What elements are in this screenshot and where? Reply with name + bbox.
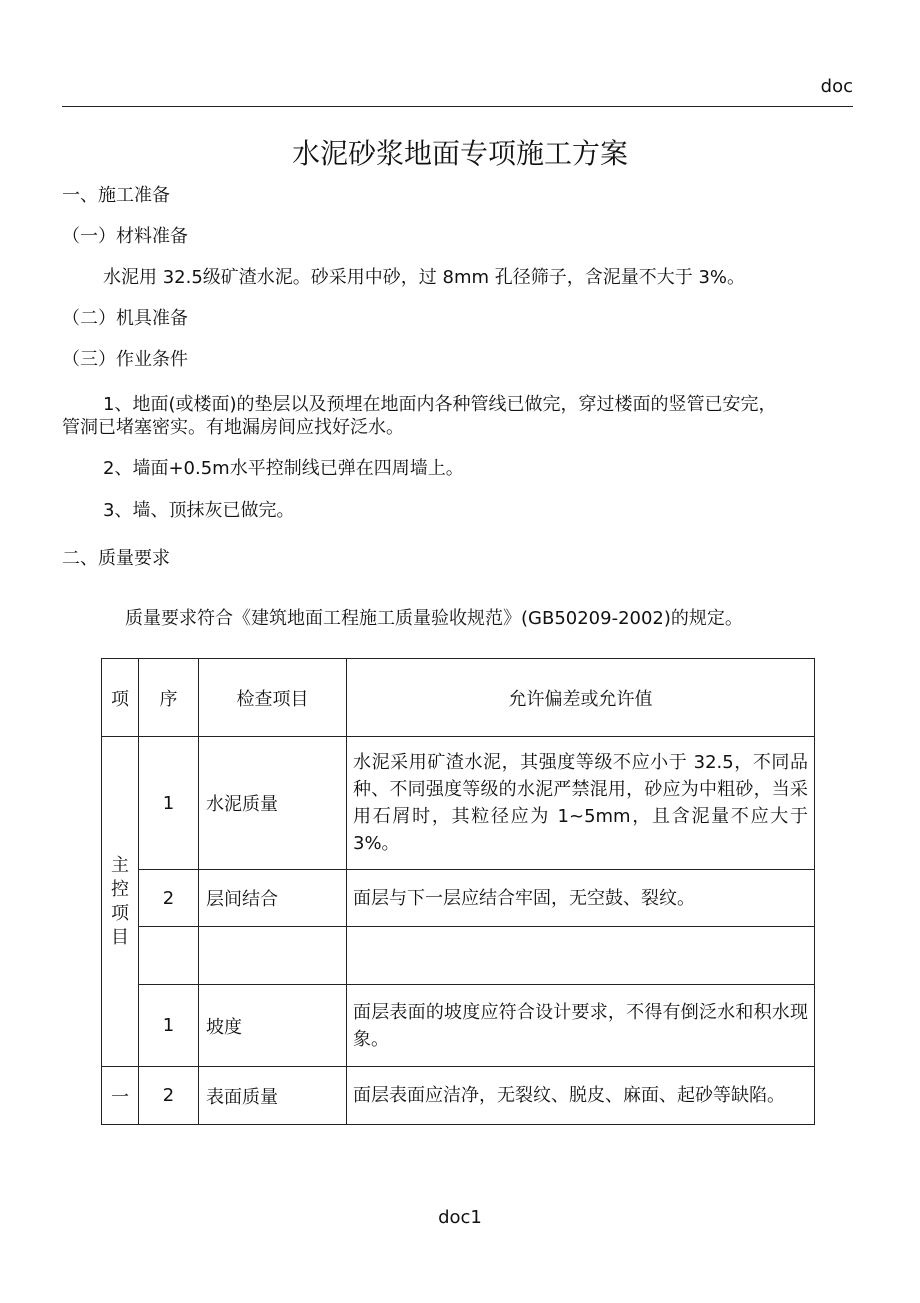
header-divider (62, 106, 853, 107)
quality-intro: 质量要求符合《建筑地面工程施工质量验收规范》(GB50209-2002)的规定。 (125, 608, 743, 629)
condition-2: 2、墙面+0.5m水平控制线已弹在四周墙上。 (103, 458, 464, 479)
header-allowance: 允许偏差或允许值 (347, 659, 815, 737)
row-seq: 2 (139, 1067, 199, 1125)
row-check: 表面质量 (199, 1067, 347, 1125)
document-title: 水泥砂浆地面专项施工方案 (291, 137, 628, 170)
condition-3: 3、墙、顶抹灰已做完。 (103, 500, 295, 521)
table-row-empty (102, 927, 815, 985)
subsection-equipment-heading: （二）机具准备 (62, 308, 188, 329)
row-check: 坡度 (199, 985, 347, 1067)
section-preparation-heading: 一、施工准备 (62, 185, 170, 206)
row-check: 层间结合 (199, 870, 347, 927)
condition-1-line1: 1、地面(或楼面)的垫层以及预埋在地面内各种管线已做完，穿过楼面的竖管已安完， (103, 394, 777, 415)
subsection-conditions-heading: （三）作业条件 (62, 349, 188, 370)
row-seq: 1 (139, 985, 199, 1067)
header-doc-label: doc (820, 76, 853, 97)
subsection-materials-heading: （一）材料准备 (62, 226, 188, 247)
footer-doc-label: doc1 (438, 1207, 482, 1228)
row-allow (347, 927, 815, 985)
header-item: 项 (102, 659, 139, 737)
section-quality-heading: 二、质量要求 (62, 548, 170, 569)
row-seq (139, 927, 199, 985)
header-seq: 序 (139, 659, 199, 737)
table-row (102, 1067, 815, 1125)
table-header-row (102, 659, 815, 737)
group-main-label: 主控项目 (111, 854, 129, 948)
row-seq: 2 (139, 870, 199, 927)
table-row (102, 737, 815, 870)
row-allow: 面层表面的坡度应符合设计要求，不得有倒泛水和积水现象。 (347, 985, 815, 1067)
row-check: 水泥质量 (199, 737, 347, 870)
quality-table (101, 658, 815, 1125)
header-check-item: 检查项目 (199, 659, 347, 737)
row-allow: 面层表面应洁净，无裂纹、脱皮、麻面、起砂等缺陷。 (347, 1067, 815, 1125)
row-seq: 1 (139, 737, 199, 870)
row-allow: 水泥采用矿渣水泥，其强度等级不应小于 32.5，不同品种、不同强度等级的水泥严禁混用，砂应为中粗砂，当采用石屑时，其粒径应为 1~5mm，且含泥量不应大于 3%。 (347, 737, 815, 870)
row-check (199, 927, 347, 985)
condition-1-line2: 管洞已堵塞密实。有地漏房间应找好泛水。 (62, 417, 404, 438)
group-general-label: 一 (102, 1067, 139, 1125)
group-main-control (102, 737, 139, 1067)
table-row (102, 870, 815, 927)
table-row (102, 985, 815, 1067)
row-allow: 面层与下一层应结合牢固，无空鼓、裂纹。 (347, 870, 815, 927)
materials-paragraph: 水泥用 32.5级矿渣水泥。砂采用中砂，过 8mm 孔径筛子，含泥量不大于 3%。 (103, 267, 746, 288)
